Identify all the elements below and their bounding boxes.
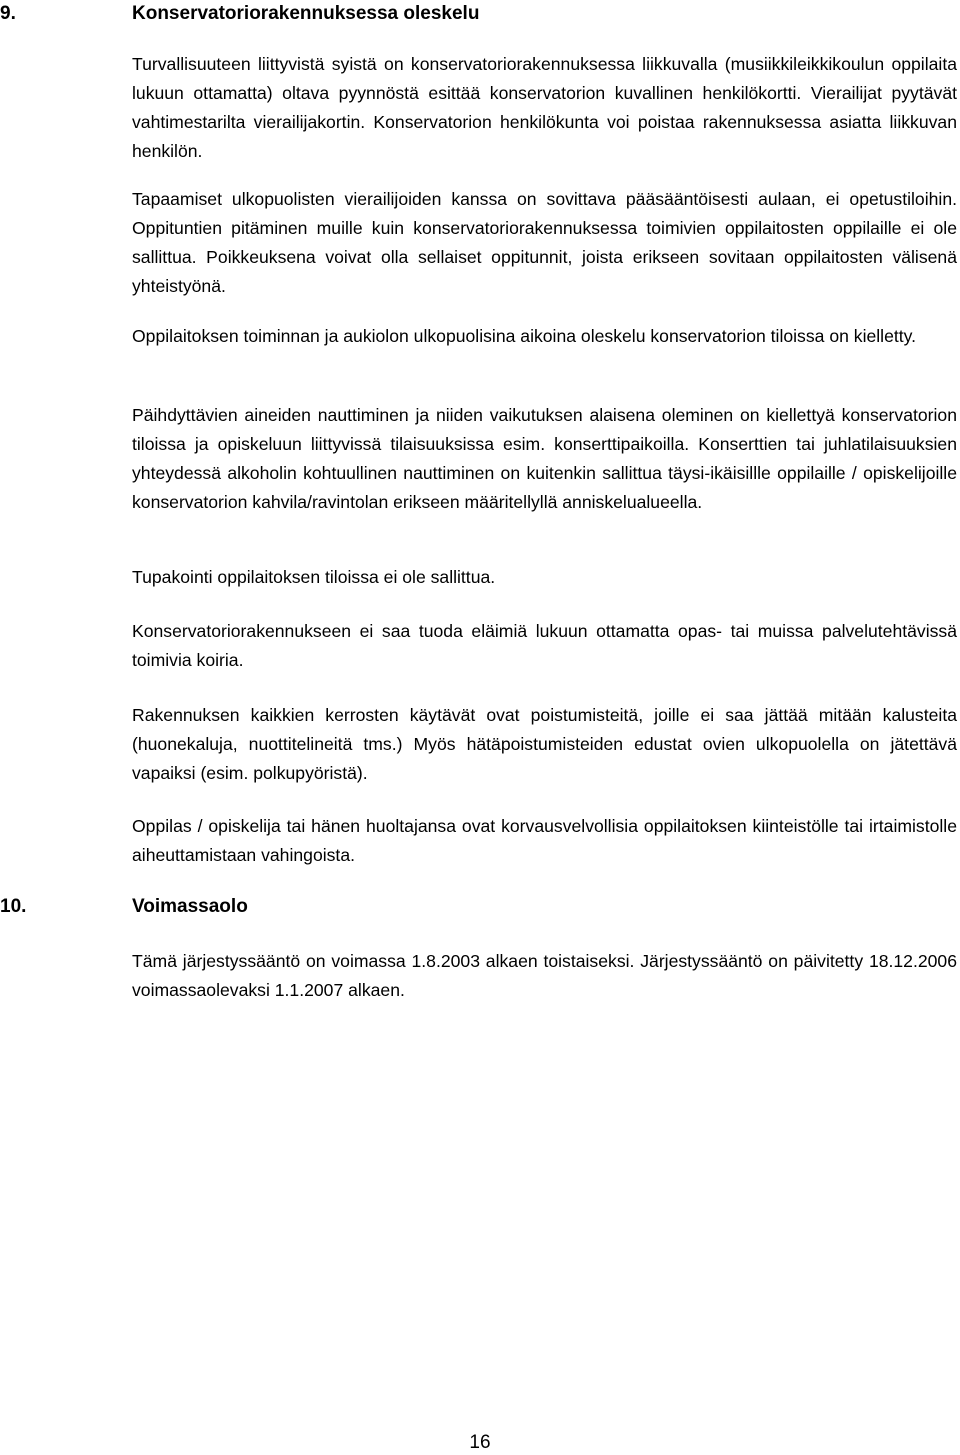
paragraph: Konservatoriorakennukseen ei saa tuoda eläimiä lukuun ottamatta opas- tai muissa palvelutehtävissä toimivia koiria.	[132, 621, 957, 670]
paragraph: Oppilaitoksen toiminnan ja aukiolon ulkopuolisina aikoina oleskelu konservatorion tiloissa on kielletty.	[132, 326, 917, 346]
paragraph: Rakennuksen kaikkien kerrosten käytävät ovat poistumisteitä, joille ei saa jättää mitään kalusteita (huonekaluja, nuottitelineitä tms.) Myös hätäpoistumisteiden edustat ovien ulkopuolella on jätettävä vapaiksi (esim. polkupyöristä).	[132, 705, 957, 783]
paragraph: Turvallisuuteen liittyvistä syistä on konservatoriorakennuksessa liikkuvalla (musiikkileikkikoulun oppilaita lukuun ottamatta) oltava pyynnöstä esittää konservatorion kuvallinen henkilökortti. Vierailijat pyytävät vahtimestarilta vierailijakortin. Konservatorion henkilökunta voi poistaa rakennuksessa asiatta liikkuvan henkilön.	[132, 54, 957, 161]
section-title: Voimassaolo	[132, 896, 248, 917]
paragraph: Tapaamiset ulkopuolisten vierailijoiden kanssa on sovittava pääsääntöisesti aulaan, ei opetustiloihin. Oppituntien pitäminen muille kuin konservatoriorakennuksessa toimivien oppilaitosten oppilaille ei ole sallittua. Poikkeuksena voivat olla sellaiset oppitunnit, joista erikseen sovitaan oppilaitosten välisenä yhteistyönä.	[132, 189, 957, 296]
section-number: 9.	[0, 3, 16, 24]
paragraph: Päihdyttävien aineiden nauttiminen ja niiden vaikutuksen alaisena oleminen on kiellettyä konservatorion tiloissa ja opiskeluun liittyvissä tilaisuuksissa esim. konserttipaikoilla. Konserttien tai juhlatilaisuuksien yhteydessä alkoholin kohtuullinen nauttiminen on kuitenkin sallittua täysi-ikäisillle oppilaille / opiskelijoille konservatorion kahvila/ravintolan erikseen määritellyllä anniskelualueella.	[132, 405, 957, 512]
page-number: 16	[469, 1432, 491, 1453]
section-number: 10.	[0, 896, 27, 917]
section-title: Konservatoriorakennuksessa oleskelu	[132, 3, 480, 24]
paragraph: Tupakointi oppilaitoksen tiloissa ei ole sallittua.	[132, 567, 496, 587]
paragraph: Oppilas / opiskelija tai hänen huoltajansa ovat korvausvelvollisia oppilaitoksen kiinteistölle tai irtaimistolle aiheuttamistaan vahingoista.	[132, 816, 957, 865]
paragraph: Tämä järjestyssääntö on voimassa 1.8.2003 alkaen toistaiseksi. Järjestyssääntö on päivitetty 18.12.2006 voimassaolevaksi 1.1.2007 alkaen.	[132, 951, 957, 1000]
